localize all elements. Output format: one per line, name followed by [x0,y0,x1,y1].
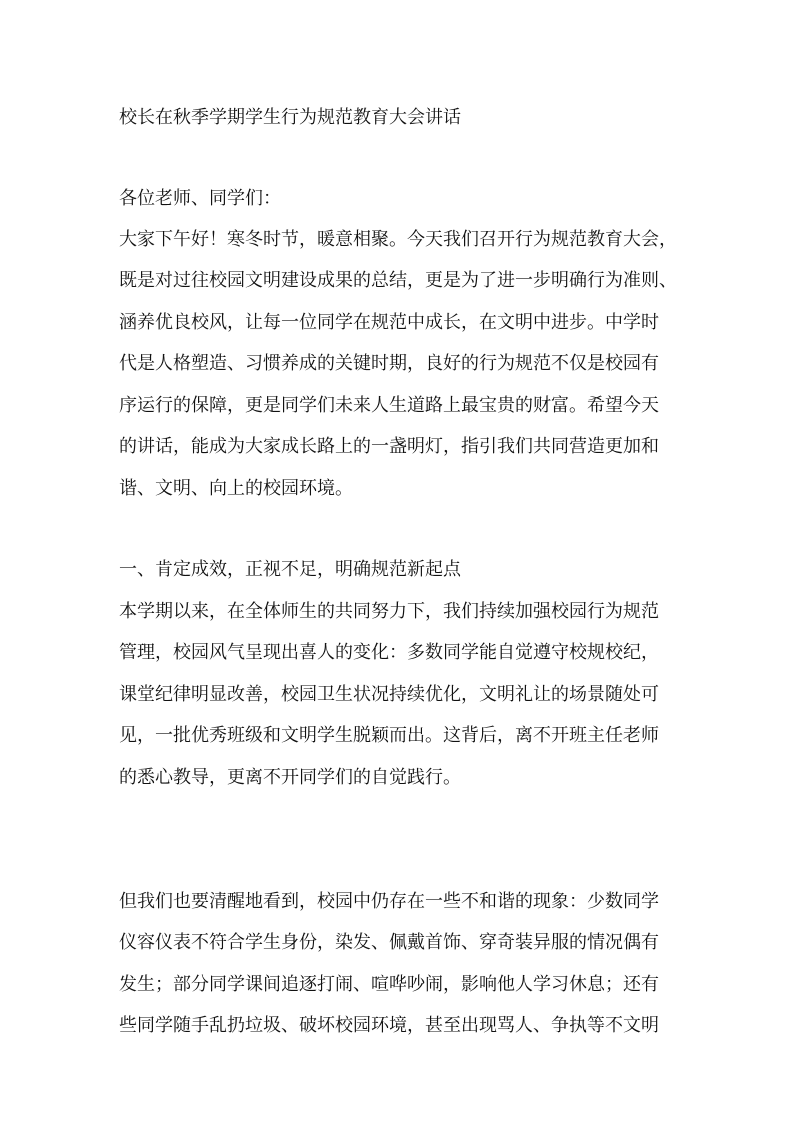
salutation: 各位老师、同学们： [119,188,281,209]
text-line: 既是对过往校园文明建设成果的总结，更是为了进一步明确行为准则、 [119,270,677,291]
text-line: 但我们也要清醒地看到，校园中仍存在一些不和谐的现象：少数同学 [119,891,659,912]
text-line: 仪容仪表不符合学生身份，染发、佩戴首饰、穿奇装异服的情况偶有 [119,932,659,953]
text-line: 课堂纪律明显改善，校园卫生状况持续优化，文明礼让的场景随处可 [119,684,659,705]
text-line: 见，一批优秀班级和文明学生脱颖而出。这背后，离不开班主任老师 [119,725,659,746]
text-line: 的讲话，能成为大家成长路上的一盏明灯，指引我们共同营造更加和 [119,436,659,457]
text-line: 本学期以来，在全体师生的共同努力下，我们持续加强校园行为规范 [119,601,659,622]
section-heading: 一、肯定成效，正视不足，明确规范新起点 [119,559,461,580]
document-title: 校长在秋季学期学生行为规范教育大会讲话 [119,107,461,128]
text-line: 涵养优良校风，让每一位同学在规范中成长，在文明中进步。中学时 [119,312,659,333]
text-line: 序运行的保障，更是同学们未来人生道路上最宝贵的财富。希望今天 [119,395,659,416]
text-line: 代是人格塑造、习惯养成的关键时期，良好的行为规范不仅是校园有 [119,353,659,374]
text-line: 管理，校园风气呈现出喜人的变化：多数同学能自觉遵守校规校纪， [119,642,659,663]
text-line: 大家下午好！寒冬时节，暖意相聚。今天我们召开行为规范教育大会， [119,229,677,250]
text-line: 些同学随手乱扔垃圾、破坏校园环境，甚至出现骂人、争执等不文明 [119,1015,659,1036]
text-line: 发生；部分同学课间追逐打闹、喧哗吵闹，影响他人学习休息；还有 [119,974,659,995]
text-line: 的悉心教导，更离不开同学们的自觉践行。 [119,767,461,788]
text-line: 谐、文明、向上的校园环境。 [119,478,353,499]
